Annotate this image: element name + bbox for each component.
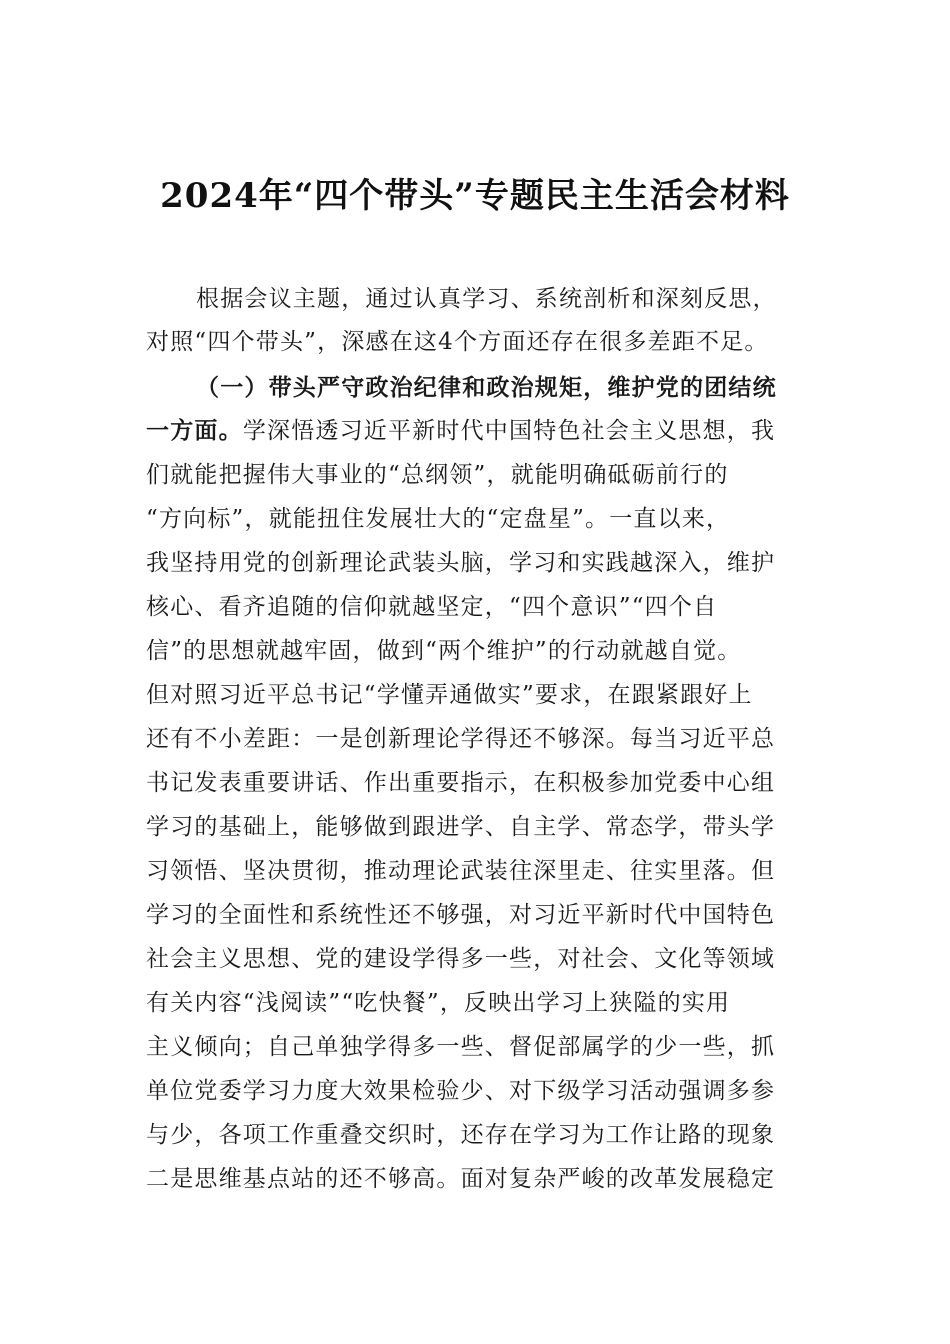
body-line: 与少，各项工作重叠交织时，还存在学习为工作让路的现象 bbox=[146, 1122, 776, 1148]
body-line: 有关内容“浅阅读”“吃快餐”，反映出学习上狭隘的实用 bbox=[146, 990, 731, 1016]
section-heading-line-2 bbox=[146, 409, 826, 453]
body-line: 二是思维基点站的还不够高。面对复杂严峻的改革发展稳定 bbox=[146, 1166, 776, 1192]
document-title: 2024年“四个带头”专题民主生活会材料 bbox=[160, 176, 790, 216]
body-line: 学习的基础上，能够做到跟进学、自主学、常态学，带头学 bbox=[146, 814, 776, 840]
body-line: 们就能把握伟大事业的“总纲领”，就能明确砥砺前行的 bbox=[146, 462, 729, 488]
section-heading-line-1: （一）带头严守政治纪律和政治规矩，维护党的团结统 bbox=[196, 374, 777, 401]
body-line: “方向标”，就能扭住发展壮大的“定盘星”。一直以来， bbox=[146, 506, 731, 532]
intro-line-1: 根据会议主题，通过认真学习、系统剖析和深刻反思， bbox=[196, 286, 777, 312]
body-line: 核心、看齐追随的信仰就越坚定，“四个意识”“四个自 bbox=[146, 594, 718, 620]
section-heading-end: 一方面。 bbox=[146, 417, 243, 444]
body-line: 我坚持用党的创新理论武装头脑，学习和实践越深入，维护 bbox=[146, 550, 776, 576]
body-line: 习领悟、坚决贯彻，推动理论武装往深里走、往实里落。但 bbox=[146, 858, 776, 884]
intro-line-2: 对照“四个带头”，深感在这4个方面还存在很多差距不足。 bbox=[146, 329, 769, 355]
body-line: 学习的全面性和系统性还不够强，对习近平新时代中国特色 bbox=[146, 902, 776, 928]
body-line: 主义倾向；自己单独学得多一些、督促部属学的少一些，抓 bbox=[146, 1034, 776, 1060]
body-line: 社会主义思想、党的建设学得多一些，对社会、文化等领域 bbox=[146, 946, 776, 972]
body-line: 单位党委学习力度大效果检验少、对下级学习活动强调多参 bbox=[146, 1078, 776, 1104]
body-line-start: 学深悟透习近平新时代中国特色社会主义思想，我 bbox=[242, 418, 776, 444]
body-line: 还有不小差距：一是创新理论学得还不够深。每当习近平总 bbox=[146, 726, 776, 752]
body-line: 但对照习近平总书记“学懂弄通做实”要求，在跟紧跟好上 bbox=[146, 682, 753, 708]
body-line: 书记发表重要讲话、作出重要指示，在积极参加党委中心组 bbox=[146, 770, 776, 796]
body-line: 信”的思想就越牢固，做到“两个维护”的行动就越自觉。 bbox=[146, 638, 742, 664]
